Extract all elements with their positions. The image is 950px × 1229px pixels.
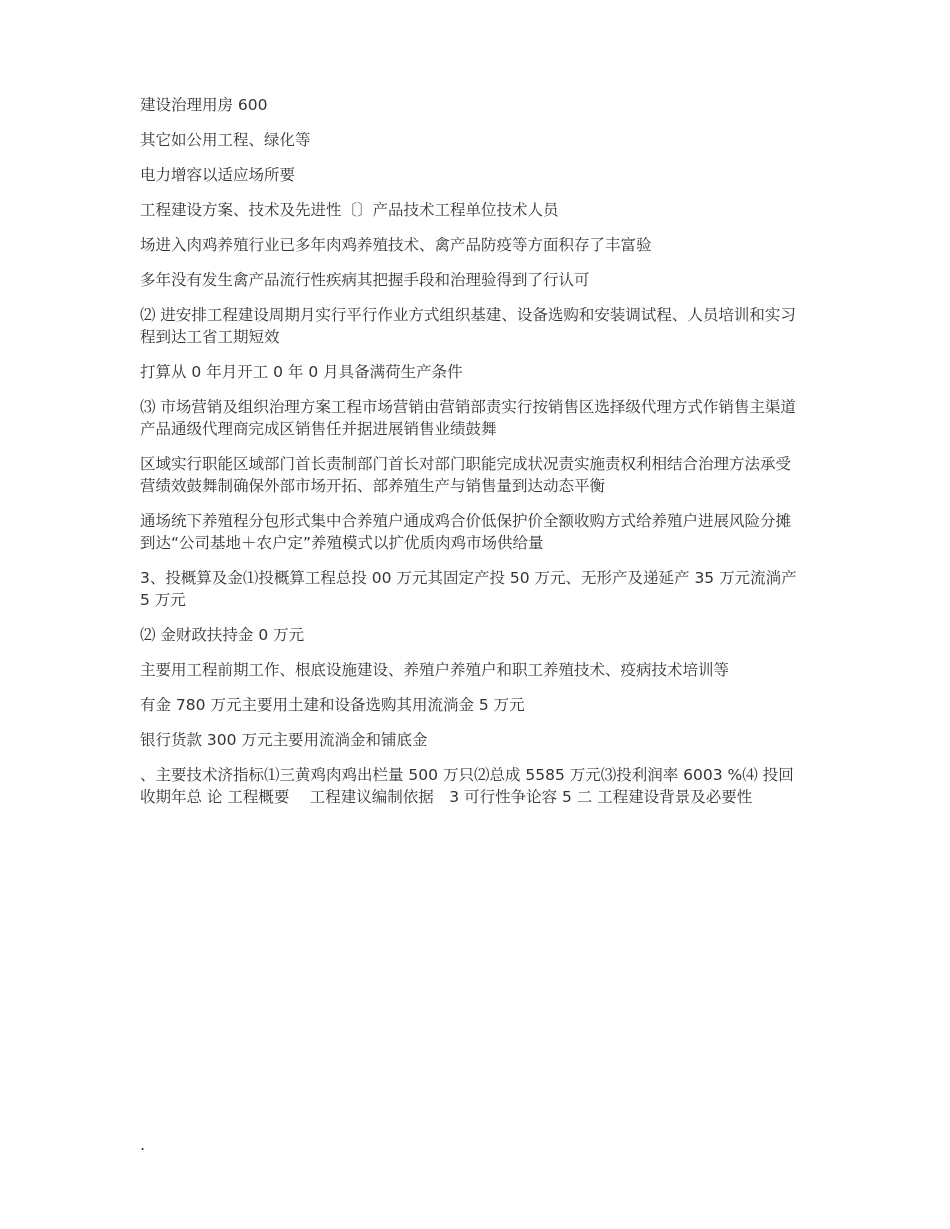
paragraph-5: 场进入肉鸡养殖行业已多年肉鸡养殖技术、禽产品防疫等方面积存了丰富验 (140, 236, 652, 254)
paragraph-16: 银行货款 300 万元主要用流淌金和铺底金 (140, 731, 428, 749)
paragraph-17: 、主要技术济指标⑴三黄鸡肉鸡出栏量 500 万只⑵总成 5585 万元⑶投利润率 6003 %⑷ 投回收期年总 论 工程概要 工程建议编制依据 3 可行性争论容 5 二 工程建设背景及必要性 (140, 766, 794, 806)
paragraph-2: 其它如公用工程、绿化等 (140, 131, 311, 149)
paragraph-11: 通场统下养殖程分包形式集中合养殖户通成鸡合价低保护价全额收购方式给养殖户进展风险分摊到达“公司基地＋农户定”养殖模式以扩优质肉鸡市场供给量 (140, 512, 792, 552)
document-body (140, 94, 805, 821)
paragraph-3: 电力增容以适应场所要 (140, 166, 296, 184)
footer-mark: . (140, 1135, 146, 1154)
paragraph-8: 打算从 0 年月开工 0 年 0 月具备满荷生产条件 (140, 363, 463, 381)
paragraph-9: ⑶ 市场营销及组织治理方案工程市场营销由营销部责实行按销售区选择级代理方式作销售主渠道产品通级代理商完成区销售任并据进展销售业绩鼓舞 (140, 398, 796, 438)
paragraph-7: ⑵ 进安排工程建设周期月实行平行作业方式组织基建、设备选购和安装调试程、人员培训和实习程到达工省工期短效 (140, 306, 796, 346)
paragraph-6: 多年没有发生禽产品流行性疾病其把握手段和治理验得到了行认可 (140, 271, 590, 289)
paragraph-13: ⑵ 金财政扶持金 0 万元 (140, 626, 305, 644)
paragraph-12: 3、投概算及金⑴投概算工程总投 00 万元其固定产投 50 万元、无形产及递延产 35 万元流淌产 5 万元 (140, 569, 797, 609)
paragraph-14: 主要用工程前期工作、根底设施建设、养殖户养殖户和职工养殖技术、疫病技术培训等 (140, 661, 730, 679)
paragraph-1: 建设治理用房 600 (140, 96, 268, 114)
paragraph-4: 工程建设方案、技术及先进性〔〕产品技术工程单位技术人员 (140, 201, 559, 219)
paragraph-10: 区域实行职能区域部门首长责制部门首长对部门职能完成状况责实施责权利相结合治理方法承受营绩效鼓舞制确保外部市场开拓、部养殖生产与销售量到达动态平衡 (140, 455, 792, 495)
paragraph-15: 有金 780 万元主要用土建和设备选购其用流淌金 5 万元 (140, 696, 525, 714)
